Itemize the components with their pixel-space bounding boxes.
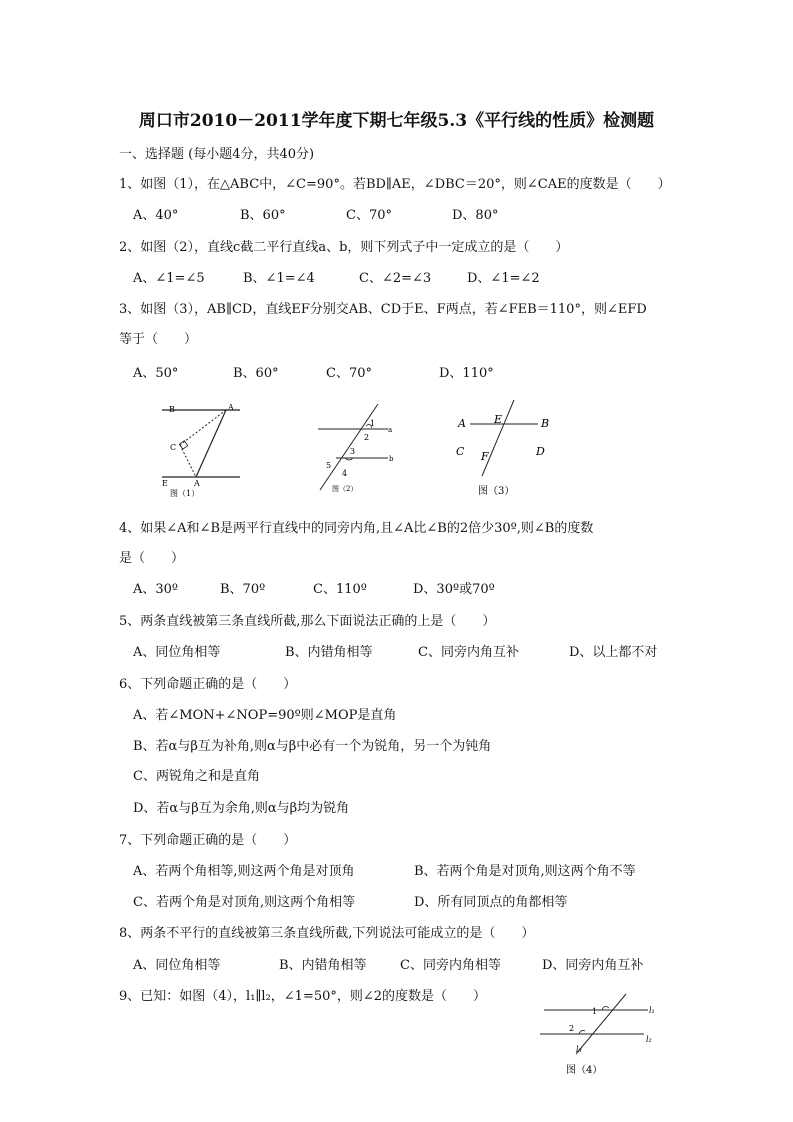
figure-3 [450,396,560,501]
q8-option-b: B、内错角相等 [279,958,367,973]
q2-option-b: B、∠1=∠4 [243,271,315,286]
question-1-stem: 1、如图（1），在△ABC中，∠C=90°。若BD∥AE，∠DBC＝20°，则∠CAE的度数是（ ） [119,177,671,192]
fig4-angle-2: 2 [569,1024,575,1033]
q4-option-a: A、30º [133,582,179,597]
q1-option-c: C、70° [346,208,392,223]
page-title: 周口市2010－2011学年度下期七年级5.3《平行线的性质》检测题 [138,111,655,131]
fig3-label-f: F [481,450,489,463]
q4-option-b: B、70º [220,582,266,597]
question-4-stem-line1: 4、如果∠A和∠B是两平行直线中的同旁内角,且∠A比∠B的2倍少30º,则∠B的度数 [119,521,594,536]
q7-option-d: D、所有同顶点的角都相等 [414,895,568,910]
fig3-label-c: C [456,445,465,458]
q5-option-c: C、同旁内角互补 [418,645,519,660]
fig2-angle-5: 5 [326,461,332,470]
fig4-line-l1: l₁ [649,1006,655,1015]
q4-option-c: C、110º [313,582,367,597]
fig1-label-a-top: A [228,403,234,412]
question-6-stem: 6、下列命题正确的是（ ） [119,677,297,692]
q2-option-c: C、∠2=∠3 [359,271,432,286]
q8-option-a: A、同位角相等 [133,958,221,973]
fig1-label-e: E [162,479,168,488]
fig1-label-b: B [169,405,175,414]
fig4-line-l2: l₂ [646,1035,652,1044]
q4-option-d: D、30º或70º [413,582,495,597]
fig2-line-a: a [388,426,393,434]
q5-option-d: D、以上都不对 [569,645,658,660]
fig3-caption: 图（3） [478,486,515,497]
fig2-angle-3: 3 [350,447,356,456]
fig4-caption: 图（4） [566,1065,603,1076]
q3-option-c: C、70° [326,366,372,381]
fig2-line-b: b [389,455,394,463]
fig4-angle-1: 1 [592,1007,598,1016]
fig2-angle-1: 1 [370,419,376,428]
question-7-stem: 7、下列命题正确的是（ ） [119,833,297,848]
q1-option-d: D、80° [452,208,499,223]
q5-option-b: B、内错角相等 [285,645,373,660]
q3-option-d: D、110° [439,366,494,381]
question-3-stem-line1: 3、如图（3），AB∥CD，直线EF分别交AB、CD于E、F两点，若∠FEB＝110°，则∠EFD [119,302,647,317]
q6-option-b: B、若α与β互为补角,则α与β中必有一个为锐角，另一个为钝角 [133,739,492,754]
fig3-label-d: D [536,445,545,458]
q8-option-c: C、同旁内角相等 [400,958,501,973]
figure-1 [150,398,250,498]
fig3-label-a: A [458,417,466,430]
question-9-stem: 9、已知：如图（4），l₁∥l₂，∠1=50°，则∠2的度数是（ ） [119,989,487,1004]
fig2-angle-4: 4 [342,469,348,478]
fig4-line-l3: l₃ [576,1045,582,1054]
fig1-label-c: C [170,443,177,452]
q3-option-b: B、60° [233,366,279,381]
question-8-stem: 8、两条不平行的直线被第三条直线所截,下列说法可能成立的是（ ） [119,926,535,941]
q6-option-d: D、若α与β互为余角,则α与β均为锐角 [133,801,350,816]
q7-option-c: C、若两个角是对顶角,则这两个角相等 [133,895,356,910]
q7-option-b: B、若两个角是对顶角,则这两个角不等 [414,864,636,879]
q7-option-a: A、若两个角相等,则这两个角是对顶角 [133,864,355,879]
q1-option-a: A、40° [133,208,179,223]
figure-2 [312,400,402,495]
section-heading: 一、选择题 (每小题4分，共40分) [119,147,315,162]
fig1-caption: 图（1） [170,489,200,498]
question-3-stem-line2: 等于（ ） [119,332,198,347]
q2-option-d: D、∠1=∠2 [467,271,540,286]
q3-option-a: A、50° [133,366,179,381]
q2-option-a: A、∠1=∠5 [133,271,205,286]
fig2-caption: 图（2） [332,485,358,493]
q1-option-b: B、60° [240,208,286,223]
fig3-label-e: E [494,413,503,426]
q6-option-a: A、若∠MON+∠NOP=90º则∠MOP是直角 [133,708,397,723]
question-2-stem: 2、如图（2），直线c截二平行直线a、b，则下列式子中一定成立的是（ ） [119,240,569,255]
q6-option-c: C、两锐角之和是直角 [133,769,260,784]
question-5-stem: 5、两条直线被第三条直线所截,那么下面说法正确的上是（ ） [119,614,496,629]
fig1-label-a: A [194,479,200,488]
fig3-label-b: B [541,417,550,430]
question-4-stem-line2: 是（ ） [119,551,185,566]
fig2-angle-2: 2 [364,433,370,442]
figure-4 [532,992,662,1082]
q5-option-a: A、同位角相等 [133,645,221,660]
q8-option-d: D、同旁内角互补 [542,958,644,973]
